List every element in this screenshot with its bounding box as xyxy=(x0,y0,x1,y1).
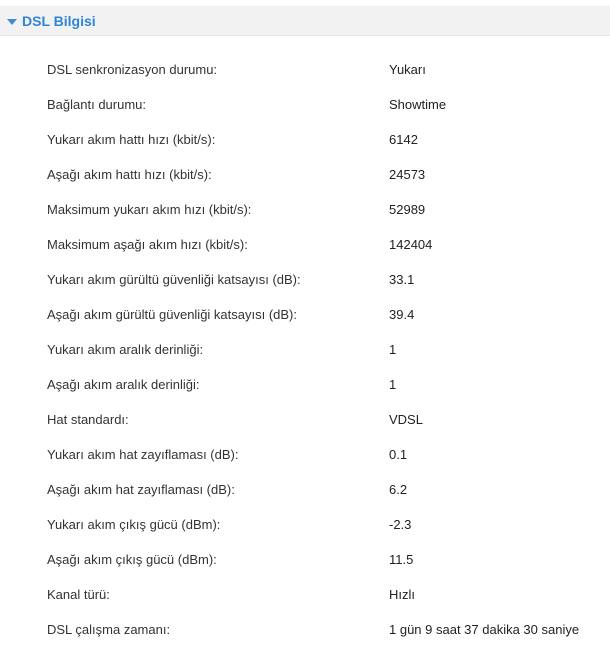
info-label: Yukarı akım hat zayıflaması (dB): xyxy=(47,447,239,462)
dsl-info-panel-header[interactable] xyxy=(0,6,610,36)
info-row-upstream-interleave-depth xyxy=(0,332,610,367)
info-label: Yukarı akım gürültü güvenliği katsayısı (dB): xyxy=(47,272,301,287)
info-value: VDSL xyxy=(389,412,423,427)
info-label: Aşağı akım çıkış gücü (dBm): xyxy=(47,552,217,567)
info-value: Yukarı xyxy=(389,62,426,77)
info-row-line-standard xyxy=(0,402,610,437)
info-label: Aşağı akım gürültü güvenliği katsayısı (dB): xyxy=(47,307,298,322)
info-row-downstream-rate xyxy=(0,157,610,192)
info-label: Maksimum aşağı akım hızı (kbit/s): xyxy=(47,237,248,252)
info-row-max-downstream-rate xyxy=(0,227,610,262)
info-row-connection-status xyxy=(0,87,610,122)
info-label: Bağlantı durumu: xyxy=(47,97,147,112)
info-row-upstream-attenuation xyxy=(0,437,610,472)
info-label: Yukarı akım hattı hızı (kbit/s): xyxy=(47,132,216,147)
info-label: Yukarı akım çıkış gücü (dBm): xyxy=(47,517,221,532)
info-value: 11.5 xyxy=(389,552,414,567)
info-row-downstream-snr-margin xyxy=(0,297,610,332)
info-row-upstream-output-power xyxy=(0,507,610,542)
info-row-max-upstream-rate xyxy=(0,192,610,227)
panel-title: DSL Bilgisi xyxy=(22,13,96,29)
info-row-downstream-interleave-depth xyxy=(0,367,610,402)
info-value: 6142 xyxy=(389,132,418,147)
info-row-sync-status xyxy=(0,52,610,87)
info-label: Aşağı akım aralık derinliği: xyxy=(47,377,200,392)
info-label: DSL senkronizasyon durumu: xyxy=(47,62,218,77)
info-value: 39.4 xyxy=(389,307,415,322)
info-label: DSL çalışma zamanı: xyxy=(47,622,171,637)
info-row-downstream-output-power xyxy=(0,542,610,577)
info-value: 1 gün 9 saat 37 dakika 30 saniye xyxy=(389,622,580,637)
info-label: Yukarı akım aralık derinliği: xyxy=(47,342,204,357)
info-value: 33.1 xyxy=(389,272,415,287)
info-row-upstream-snr-margin xyxy=(0,262,610,297)
info-value: 24573 xyxy=(389,167,426,182)
dsl-info-table xyxy=(0,52,610,647)
info-row-channel-type xyxy=(0,577,610,612)
info-label: Kanal türü: xyxy=(47,587,110,602)
info-value: 1 xyxy=(389,377,397,392)
info-label: Maksimum yukarı akım hızı (kbit/s): xyxy=(47,202,252,217)
info-value: 0.1 xyxy=(389,447,408,462)
info-row-downstream-attenuation xyxy=(0,472,610,507)
info-label: Hat standardı: xyxy=(47,412,129,427)
info-value: 1 xyxy=(389,342,397,357)
info-value: 52989 xyxy=(389,202,426,217)
info-value: 142404 xyxy=(389,237,433,252)
info-value: Hızlı xyxy=(389,587,415,602)
info-value: -2.3 xyxy=(389,517,412,532)
info-label: Aşağı akım hattı hızı (kbit/s): xyxy=(47,167,212,182)
info-value: 6.2 xyxy=(389,482,408,497)
collapse-caret-icon[interactable] xyxy=(7,19,17,25)
info-row-upstream-rate xyxy=(0,122,610,157)
info-value: Showtime xyxy=(389,97,447,112)
info-label: Aşağı akım hat zayıflaması (dB): xyxy=(47,482,235,497)
